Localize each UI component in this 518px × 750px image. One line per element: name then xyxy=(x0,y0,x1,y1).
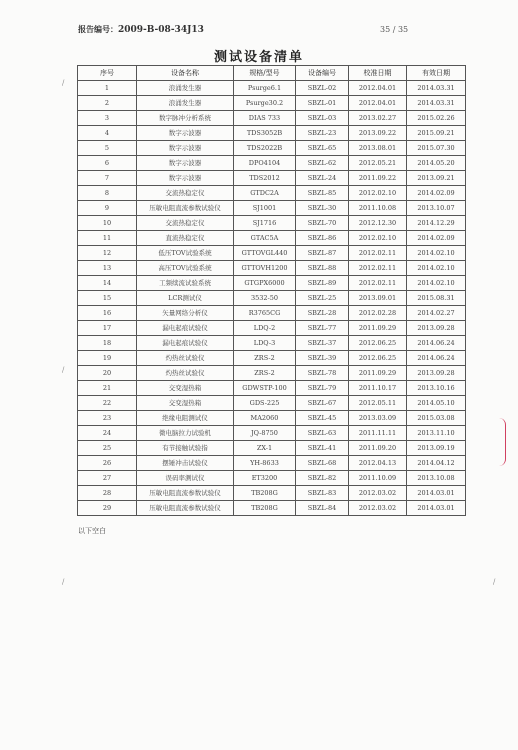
cell-valid-date: 2014.03.01 xyxy=(407,486,466,501)
cell-name: 有节接触试验指 xyxy=(137,441,234,456)
cell-index: 15 xyxy=(78,291,137,306)
cell-calibration-date: 2012.04.01 xyxy=(349,81,407,96)
cell-index: 18 xyxy=(78,336,137,351)
cell-valid-date: 2015.08.31 xyxy=(407,291,466,306)
cell-device-id: SBZL-01 xyxy=(296,96,349,111)
cell-index: 29 xyxy=(78,501,137,516)
cell-calibration-date: 2011.11.11 xyxy=(349,426,407,441)
cell-index: 27 xyxy=(78,471,137,486)
table-row xyxy=(78,96,466,111)
cell-name: 浪涌发生器 xyxy=(137,81,234,96)
cell-device-id: SBZL-78 xyxy=(296,366,349,381)
cell-device-id: SBZL-88 xyxy=(296,261,349,276)
cell-index: 5 xyxy=(78,141,137,156)
table-row xyxy=(78,486,466,501)
cell-valid-date: 2013.10.07 xyxy=(407,201,466,216)
cell-valid-date: 2014.02.10 xyxy=(407,276,466,291)
column-header-name: 设备名称 xyxy=(137,66,234,81)
cell-model: DPO4104 xyxy=(234,156,296,171)
cell-calibration-date: 2011.10.09 xyxy=(349,471,407,486)
table-row xyxy=(78,186,466,201)
cell-model: GTTOVH1200 xyxy=(234,261,296,276)
cell-index: 25 xyxy=(78,441,137,456)
cell-device-id: SBZL-89 xyxy=(296,276,349,291)
cell-name: 数字脉冲分析系统 xyxy=(137,111,234,126)
cell-model: GTDC2A xyxy=(234,186,296,201)
table-row xyxy=(78,216,466,231)
cell-name: 直流热稳定仪 xyxy=(137,231,234,246)
table-row xyxy=(78,231,466,246)
table-row xyxy=(78,366,466,381)
cell-index: 14 xyxy=(78,276,137,291)
cell-model: GDS-225 xyxy=(234,396,296,411)
table-body xyxy=(78,81,466,516)
cell-valid-date: 2014.05.20 xyxy=(407,156,466,171)
cell-device-id: SBZL-68 xyxy=(296,456,349,471)
cell-name: 低压TOV试验系统 xyxy=(137,246,234,261)
cell-model: SJ1001 xyxy=(234,201,296,216)
cell-index: 22 xyxy=(78,396,137,411)
cell-calibration-date: 2012.06.25 xyxy=(349,351,407,366)
cell-index: 4 xyxy=(78,126,137,141)
cell-valid-date: 2014.02.09 xyxy=(407,231,466,246)
cell-calibration-date: 2012.02.10 xyxy=(349,186,407,201)
column-header-model: 规格/型号 xyxy=(234,66,296,81)
cell-calibration-date: 2012.02.28 xyxy=(349,306,407,321)
cell-name: 交流热稳定仪 xyxy=(137,216,234,231)
cell-calibration-date: 2012.05.11 xyxy=(349,396,407,411)
cell-name: 漏电起痕试验仪 xyxy=(137,321,234,336)
table-row xyxy=(78,111,466,126)
cell-model: ZRS-2 xyxy=(234,351,296,366)
cell-model: Psurge6.1 xyxy=(234,81,296,96)
cell-valid-date: 2014.02.10 xyxy=(407,246,466,261)
cell-model: ET3200 xyxy=(234,471,296,486)
cell-calibration-date: 2011.09.29 xyxy=(349,321,407,336)
cell-index: 28 xyxy=(78,486,137,501)
column-header-device-id: 设备编号 xyxy=(296,66,349,81)
cell-name: 浪涌发生器 xyxy=(137,96,234,111)
page-number: 35 / 35 xyxy=(380,25,409,34)
cell-name: 交变湿热箱 xyxy=(137,381,234,396)
page-title: 测试设备清单 xyxy=(213,50,304,65)
cell-model: 3532-50 xyxy=(234,291,296,306)
cell-name: 压敏电阻直流参数试验仪 xyxy=(137,501,234,516)
cell-index: 21 xyxy=(78,381,137,396)
cell-valid-date: 2013.09.21 xyxy=(407,171,466,186)
cell-calibration-date: 2011.10.17 xyxy=(349,381,407,396)
cell-valid-date: 2013.09.28 xyxy=(407,366,466,381)
cell-index: 13 xyxy=(78,261,137,276)
table-row xyxy=(78,321,466,336)
table-row xyxy=(78,261,466,276)
cell-index: 7 xyxy=(78,171,137,186)
cell-valid-date: 2015.03.08 xyxy=(407,411,466,426)
cell-index: 12 xyxy=(78,246,137,261)
cell-index: 3 xyxy=(78,111,137,126)
cell-calibration-date: 2011.09.20 xyxy=(349,441,407,456)
cell-index: 1 xyxy=(78,81,137,96)
cell-device-id: SBZL-77 xyxy=(296,321,349,336)
cell-device-id: SBZL-45 xyxy=(296,411,349,426)
cell-model: ZRS-2 xyxy=(234,366,296,381)
end-note: 以下空白 xyxy=(78,527,106,535)
cell-calibration-date: 2012.02.11 xyxy=(349,246,407,261)
cell-valid-date: 2015.02.26 xyxy=(407,111,466,126)
cell-name: 压敏电阻直流参数试验仪 xyxy=(137,201,234,216)
cell-valid-date: 2014.06.24 xyxy=(407,336,466,351)
cell-index: 26 xyxy=(78,456,137,471)
cell-device-id: SBZL-37 xyxy=(296,336,349,351)
cell-valid-date: 2013.10.16 xyxy=(407,381,466,396)
cell-model: ZX-1 xyxy=(234,441,296,456)
cell-valid-date: 2015.09.21 xyxy=(407,126,466,141)
margin-mark: / xyxy=(62,79,65,87)
cell-calibration-date: 2012.04.01 xyxy=(349,96,407,111)
cell-name: 交变湿热箱 xyxy=(137,396,234,411)
cell-device-id: SBZL-79 xyxy=(296,381,349,396)
cell-valid-date: 2013.09.28 xyxy=(407,321,466,336)
table-row xyxy=(78,381,466,396)
cell-calibration-date: 2012.03.02 xyxy=(349,501,407,516)
cell-model: TB208G xyxy=(234,486,296,501)
cell-model: TB208G xyxy=(234,501,296,516)
cell-name: 摆锤冲击试验仪 xyxy=(137,456,234,471)
cell-calibration-date: 2013.09.22 xyxy=(349,126,407,141)
cell-index: 16 xyxy=(78,306,137,321)
cell-device-id: SBZL-23 xyxy=(296,126,349,141)
cell-name: 灼热丝试验仪 xyxy=(137,351,234,366)
cell-device-id: SBZL-82 xyxy=(296,471,349,486)
cell-calibration-date: 2011.09.29 xyxy=(349,366,407,381)
table-row xyxy=(78,396,466,411)
cell-index: 19 xyxy=(78,351,137,366)
cell-device-id: SBZL-02 xyxy=(296,81,349,96)
table-row xyxy=(78,141,466,156)
cell-device-id: SBZL-28 xyxy=(296,306,349,321)
table-row xyxy=(78,426,466,441)
table-row xyxy=(78,291,466,306)
table-row xyxy=(78,246,466,261)
cell-device-id: SBZL-65 xyxy=(296,141,349,156)
cell-name: 漏电起痕试验仪 xyxy=(137,336,234,351)
table-row xyxy=(78,351,466,366)
cell-index: 6 xyxy=(78,156,137,171)
cell-name: 高压TOV试验系统 xyxy=(137,261,234,276)
cell-device-id: SBZL-87 xyxy=(296,246,349,261)
table-row xyxy=(78,276,466,291)
cell-index: 8 xyxy=(78,186,137,201)
cell-model: LDQ-2 xyxy=(234,321,296,336)
cell-calibration-date: 2012.05.21 xyxy=(349,156,407,171)
margin-mark: / xyxy=(62,578,65,586)
cell-valid-date: 2014.04.12 xyxy=(407,456,466,471)
cell-name: 压敏电阻直流参数试验仪 xyxy=(137,486,234,501)
report-label: 报告编号： xyxy=(78,24,118,34)
cell-index: 9 xyxy=(78,201,137,216)
cell-device-id: SBZL-67 xyxy=(296,396,349,411)
report-number-header xyxy=(78,24,204,35)
cell-calibration-date: 2013.03.09 xyxy=(349,411,407,426)
cell-device-id: SBZL-41 xyxy=(296,441,349,456)
cell-device-id: SBZL-03 xyxy=(296,111,349,126)
cell-valid-date: 2013.11.10 xyxy=(407,426,466,441)
cell-name: 误码率测试仪 xyxy=(137,471,234,486)
cell-model: R3765CG xyxy=(234,306,296,321)
table-row xyxy=(78,171,466,186)
cell-model: Psurge30.2 xyxy=(234,96,296,111)
cell-model: TDS2022B xyxy=(234,141,296,156)
cell-calibration-date: 2012.12.30 xyxy=(349,216,407,231)
cell-device-id: SBZL-30 xyxy=(296,201,349,216)
cell-model: SJ1716 xyxy=(234,216,296,231)
report-number: 2009-B-08-34J13 xyxy=(118,25,204,35)
table-row xyxy=(78,306,466,321)
cell-device-id: SBZL-24 xyxy=(296,171,349,186)
cell-name: 矢量网络分析仪 xyxy=(137,306,234,321)
table-row xyxy=(78,441,466,456)
cell-model: MA2060 xyxy=(234,411,296,426)
cell-model: GTAC5A xyxy=(234,231,296,246)
cell-valid-date: 2014.12.29 xyxy=(407,216,466,231)
cell-index: 11 xyxy=(78,231,137,246)
cell-valid-date: 2014.02.27 xyxy=(407,306,466,321)
cell-device-id: SBZL-84 xyxy=(296,501,349,516)
cell-model: GDWSTP-100 xyxy=(234,381,296,396)
cell-name: 工频续流试验系统 xyxy=(137,276,234,291)
cell-calibration-date: 2012.02.11 xyxy=(349,261,407,276)
cell-model: GTTOVGL440 xyxy=(234,246,296,261)
cell-valid-date: 2015.07.30 xyxy=(407,141,466,156)
cell-valid-date: 2014.02.09 xyxy=(407,186,466,201)
cell-model: YH-8633 xyxy=(234,456,296,471)
cell-name: 微电脑拉力试验机 xyxy=(137,426,234,441)
cell-model: JQ-8750 xyxy=(234,426,296,441)
cell-device-id: SBZL-70 xyxy=(296,216,349,231)
cell-calibration-date: 2012.04.13 xyxy=(349,456,407,471)
margin-mark: / xyxy=(493,578,496,586)
cell-name: 交流热稳定仪 xyxy=(137,186,234,201)
cell-device-id: SBZL-25 xyxy=(296,291,349,306)
table-row xyxy=(78,156,466,171)
cell-model: GTGPX6000 xyxy=(234,276,296,291)
cell-calibration-date: 2011.10.08 xyxy=(349,201,407,216)
table-row xyxy=(78,81,466,96)
cell-valid-date: 2013.09.19 xyxy=(407,441,466,456)
cell-index: 10 xyxy=(78,216,137,231)
cell-device-id: SBZL-63 xyxy=(296,426,349,441)
cell-device-id: SBZL-85 xyxy=(296,186,349,201)
cell-valid-date: 2013.10.08 xyxy=(407,471,466,486)
cell-calibration-date: 2012.06.25 xyxy=(349,336,407,351)
equipment-table xyxy=(77,65,466,516)
cell-name: 数字示波器 xyxy=(137,141,234,156)
cell-index: 20 xyxy=(78,366,137,381)
cell-index: 23 xyxy=(78,411,137,426)
table-row xyxy=(78,126,466,141)
cell-name: 数字示波器 xyxy=(137,126,234,141)
cell-model: LDQ-3 xyxy=(234,336,296,351)
cell-calibration-date: 2012.03.02 xyxy=(349,486,407,501)
cell-valid-date: 2014.03.31 xyxy=(407,96,466,111)
table-row xyxy=(78,471,466,486)
cell-index: 2 xyxy=(78,96,137,111)
cell-name: 绝缘电阻测试仪 xyxy=(137,411,234,426)
cell-device-id: SBZL-62 xyxy=(296,156,349,171)
cell-calibration-date: 2012.02.11 xyxy=(349,276,407,291)
cell-name: LCR测试仪 xyxy=(137,291,234,306)
cell-model: DIAS 733 xyxy=(234,111,296,126)
cell-device-id: SBZL-83 xyxy=(296,486,349,501)
cell-name: 数字示波器 xyxy=(137,171,234,186)
cell-calibration-date: 2013.02.27 xyxy=(349,111,407,126)
cell-name: 灼热丝试验仪 xyxy=(137,366,234,381)
table-header-row xyxy=(78,66,466,81)
cell-device-id: SBZL-39 xyxy=(296,351,349,366)
table-row xyxy=(78,456,466,471)
cell-valid-date: 2014.05.10 xyxy=(407,396,466,411)
cell-valid-date: 2014.02.10 xyxy=(407,261,466,276)
column-header-index: 序号 xyxy=(78,66,137,81)
cell-valid-date: 2014.06.24 xyxy=(407,351,466,366)
cell-calibration-date: 2011.09.22 xyxy=(349,171,407,186)
red-pen-mark xyxy=(499,418,506,466)
cell-device-id: SBZL-86 xyxy=(296,231,349,246)
table-row xyxy=(78,201,466,216)
cell-index: 24 xyxy=(78,426,137,441)
table-row xyxy=(78,501,466,516)
cell-valid-date: 2014.03.31 xyxy=(407,81,466,96)
column-header-valid-date: 有效日期 xyxy=(407,66,466,81)
cell-name: 数字示波器 xyxy=(137,156,234,171)
table-row xyxy=(78,336,466,351)
margin-mark: / xyxy=(62,366,65,374)
cell-index: 17 xyxy=(78,321,137,336)
cell-model: TDS2012 xyxy=(234,171,296,186)
column-header-calibration-date: 校准日期 xyxy=(349,66,407,81)
cell-calibration-date: 2013.09.01 xyxy=(349,291,407,306)
cell-valid-date: 2014.03.01 xyxy=(407,501,466,516)
table-row xyxy=(78,411,466,426)
cell-model: TDS3052B xyxy=(234,126,296,141)
cell-calibration-date: 2013.08.01 xyxy=(349,141,407,156)
cell-calibration-date: 2012.02.10 xyxy=(349,231,407,246)
